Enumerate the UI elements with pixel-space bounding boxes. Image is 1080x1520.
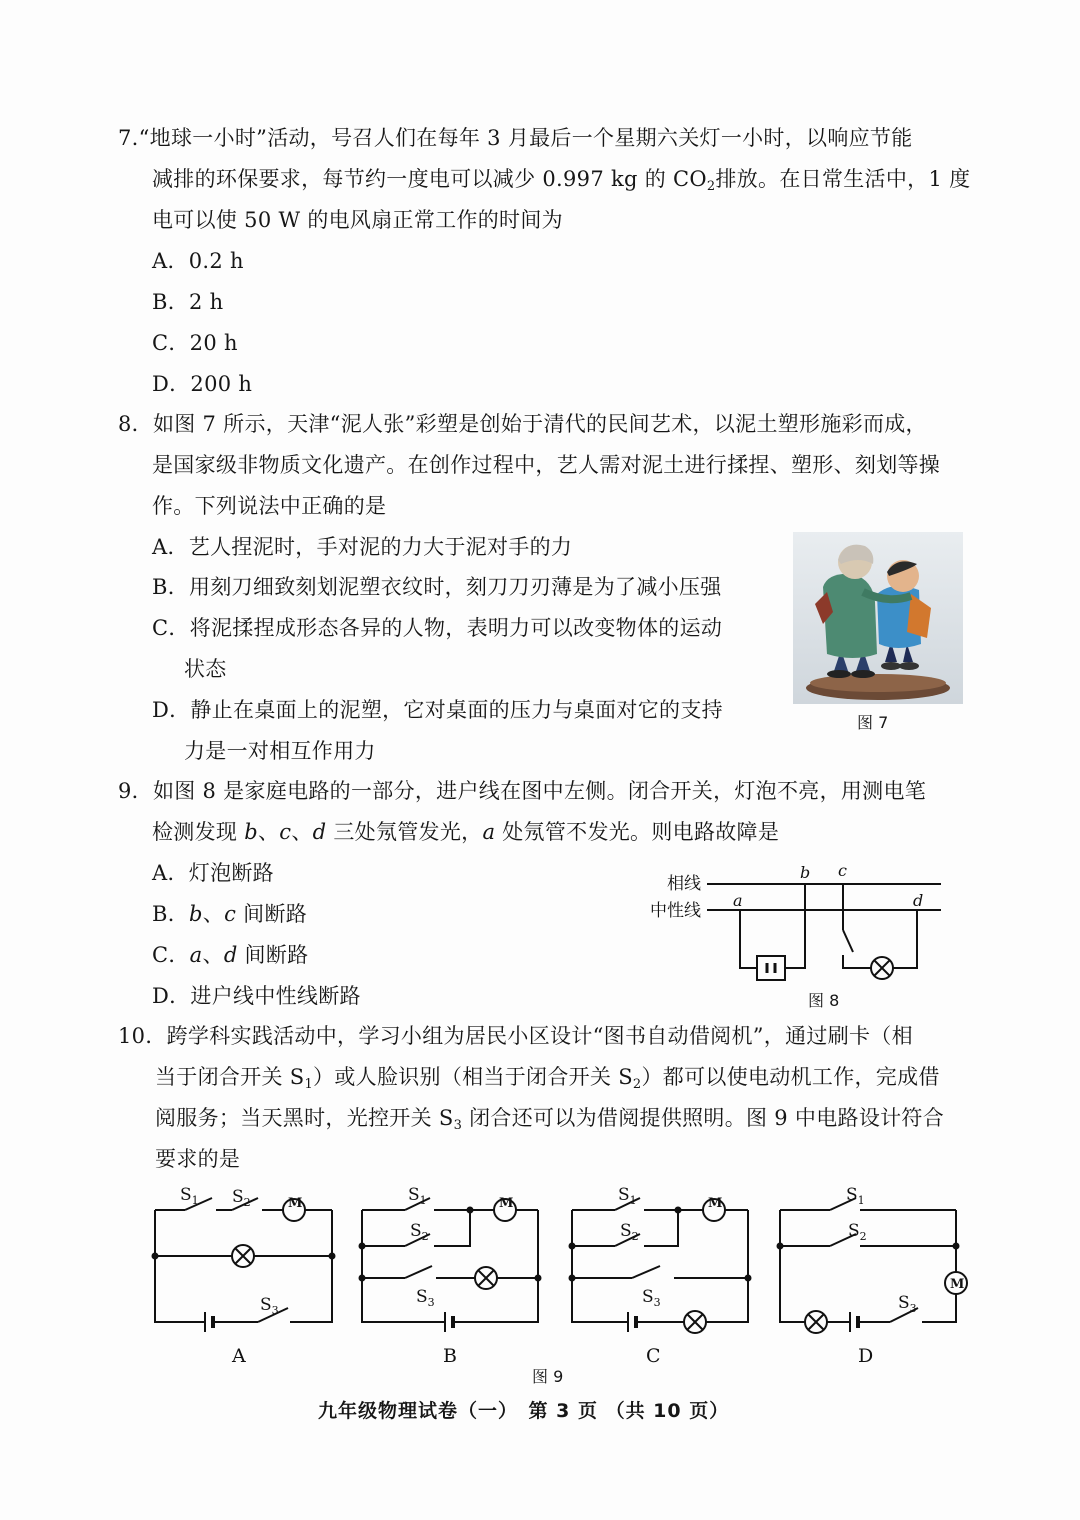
figure-9-caption: 图 9: [532, 1367, 564, 1386]
subscript: 1: [304, 1077, 314, 1092]
figure-7-caption: 图 7: [857, 713, 889, 732]
option-d-label: D: [858, 1345, 874, 1367]
q10-line3-text: 阅服务；当天黑时，光控开关 S: [155, 1106, 454, 1130]
circuit-c: [570, 1185, 751, 1367]
q7-line2-text: 减排的环保要求，每节约一度电可以减少 0.997 kg 的 CO: [152, 167, 707, 191]
switch-label: $S_3$: [260, 1295, 279, 1317]
switch-label: $S_1$: [180, 1185, 199, 1207]
q10-line3-text: 闭合还可以为借阅提供照明。图 9 中电路设计符合: [462, 1106, 945, 1130]
option-text: 间断路: [237, 943, 309, 967]
separator: 、: [257, 820, 280, 844]
q9-line2-text: 检测发现: [152, 820, 245, 844]
switch-label: $S_1$: [846, 1185, 865, 1207]
q8-option-c-line1: C．将泥揉捏成形态各异的人物，表明力可以改变物体的运动: [152, 616, 723, 640]
lamp-wire: [893, 910, 917, 968]
q7-stem-line1: 7.“地球一小时”活动，号召人们在每年 3 月最后一个星期六关灯一小时，以响应节能: [118, 126, 913, 150]
switch-label: $S_1$: [408, 1185, 427, 1207]
q10-stem-line1: 10．跨学科实践活动中，学习小组为居民小区设计“图书自动借阅机”，通过刷卡（相: [118, 1024, 913, 1048]
separator: 、: [291, 820, 313, 844]
q8-option-d-line2: 力是一对相互作用力: [184, 739, 376, 763]
switch-label: $S_3$: [416, 1287, 435, 1309]
switch-label: $S_2$: [848, 1221, 867, 1243]
motor-label: M: [950, 1277, 965, 1292]
switch-label: $S_3$: [898, 1293, 917, 1315]
q9-option-a: A．灯泡断路: [152, 861, 274, 885]
q8-stem-line1: 8．如图 7 所示，天津“泥人张”彩塑是创始于清代的民间艺术，以泥土塑形施彩而成，: [118, 412, 927, 436]
option-a-label: A: [232, 1345, 246, 1367]
motor-label: M: [708, 1196, 723, 1211]
q7-stem-line2: [152, 167, 970, 199]
q7-option-b: B．2 h: [152, 290, 224, 314]
switch-label: $S_2$: [232, 1187, 251, 1209]
q9-line2-text: 三处氖管发光，: [326, 820, 483, 844]
q7-stem-line3: 电可以使 50 W 的电风扇正常工作的时间为: [152, 208, 563, 232]
q9-line2-text: 处氖管不发光。则电路故障是: [495, 820, 780, 844]
option-letter: B．: [152, 902, 190, 926]
q10-line2-text: ）都可以使电动机工作，完成借: [641, 1065, 940, 1089]
q9-stem-line1: 9．如图 8 是家庭电路的一部分，进户线在图中左侧。闭合开关，灯泡不亮，用测电笔: [118, 779, 927, 803]
subscript: 2: [632, 1077, 642, 1092]
switch-blade: [843, 930, 853, 952]
option-b-label: B: [443, 1345, 457, 1367]
neutral-wire-label: 中性线: [650, 901, 701, 921]
q8-option-b: B．用刻刀细致刻划泥塑衣纹时，刻刀刀刃薄是为了减小压强: [152, 575, 722, 599]
q7-line2-tail: 排放。在日常生活中，1 度: [715, 167, 971, 191]
point-a-ref: a: [482, 820, 496, 844]
option-letter: C．: [152, 943, 190, 967]
switch-label: $S_3$: [642, 1287, 661, 1309]
circuit-b: [360, 1185, 541, 1367]
point-b-ref: b: [189, 902, 203, 926]
q10-stem-line4: 要求的是: [155, 1147, 241, 1171]
point-c-ref: c: [279, 820, 292, 844]
q8-stem-line2: 是国家级非物质文化遗产。在创作过程中，艺人需对泥土进行揉捏、塑形、刻划等操: [152, 453, 941, 477]
q8-option-a: A．艺人捏泥时，手对泥的力大于泥对手的力: [152, 535, 573, 559]
switch-wire-bottom: [843, 955, 871, 968]
q10-stem-line2: [155, 1065, 940, 1097]
q7-option-a: A．0.2 h: [152, 249, 244, 273]
motor-label: M: [499, 1196, 514, 1211]
q9-option-d: D．进户线中性线断路: [152, 984, 361, 1008]
switch-label: $S_1$: [618, 1185, 637, 1207]
point-c-ref: c: [224, 902, 237, 926]
socket-right-wire: [785, 884, 805, 968]
point-d-ref: d: [223, 943, 238, 967]
q9-option-b: [152, 902, 307, 926]
co2-subscript: 2: [706, 179, 716, 194]
q8-option-c-line2: 状态: [184, 657, 227, 681]
option-text: 间断路: [236, 902, 308, 926]
motor-label: M: [288, 1196, 303, 1211]
point-c-label: c: [838, 861, 847, 880]
circuit-d: [778, 1185, 968, 1367]
page-footer: 九年级物理试卷（一） 第 3 页 （共 10 页）: [318, 1400, 730, 1422]
q8-stem-line3: 作。下列说法中正确的是: [152, 494, 387, 518]
clay-figurine-image: [793, 532, 963, 704]
socket-icon: [757, 956, 785, 980]
live-wire-label: 相线: [667, 874, 701, 894]
point-a-ref: a: [189, 943, 203, 967]
household-circuit-diagram: [645, 858, 950, 988]
q10-line2-text: ）或人脸识别（相当于闭合开关 S: [313, 1065, 633, 1089]
q10-line2-text: 当于闭合开关 S: [155, 1065, 305, 1089]
separator: 、: [202, 902, 225, 926]
point-a-label: a: [733, 891, 743, 910]
q10-stem-line3: [155, 1106, 944, 1138]
q9-option-c: [152, 943, 308, 967]
point-b-ref: b: [244, 820, 258, 844]
point-d-label: d: [913, 891, 924, 910]
point-b-label: b: [800, 863, 811, 882]
point-d-ref: d: [312, 820, 327, 844]
switch-label: $S_2$: [620, 1221, 639, 1243]
q7-option-d: D．200 h: [152, 372, 253, 396]
circuit-options-diagram: [140, 1180, 980, 1375]
q9-stem-line2: [152, 820, 779, 844]
circuit-a: [153, 1185, 335, 1367]
q7-option-c: C．20 h: [152, 331, 238, 355]
figure-8-caption: 图 8: [808, 991, 840, 1010]
switch-label: $S_2$: [410, 1221, 429, 1243]
option-c-label: C: [646, 1345, 661, 1367]
socket-left-wire: [740, 910, 757, 968]
separator: 、: [202, 943, 224, 967]
subscript: 3: [453, 1118, 463, 1133]
q8-option-d-line1: D．静止在桌面上的泥塑，它对桌面的压力与桌面对它的支持: [152, 698, 723, 722]
